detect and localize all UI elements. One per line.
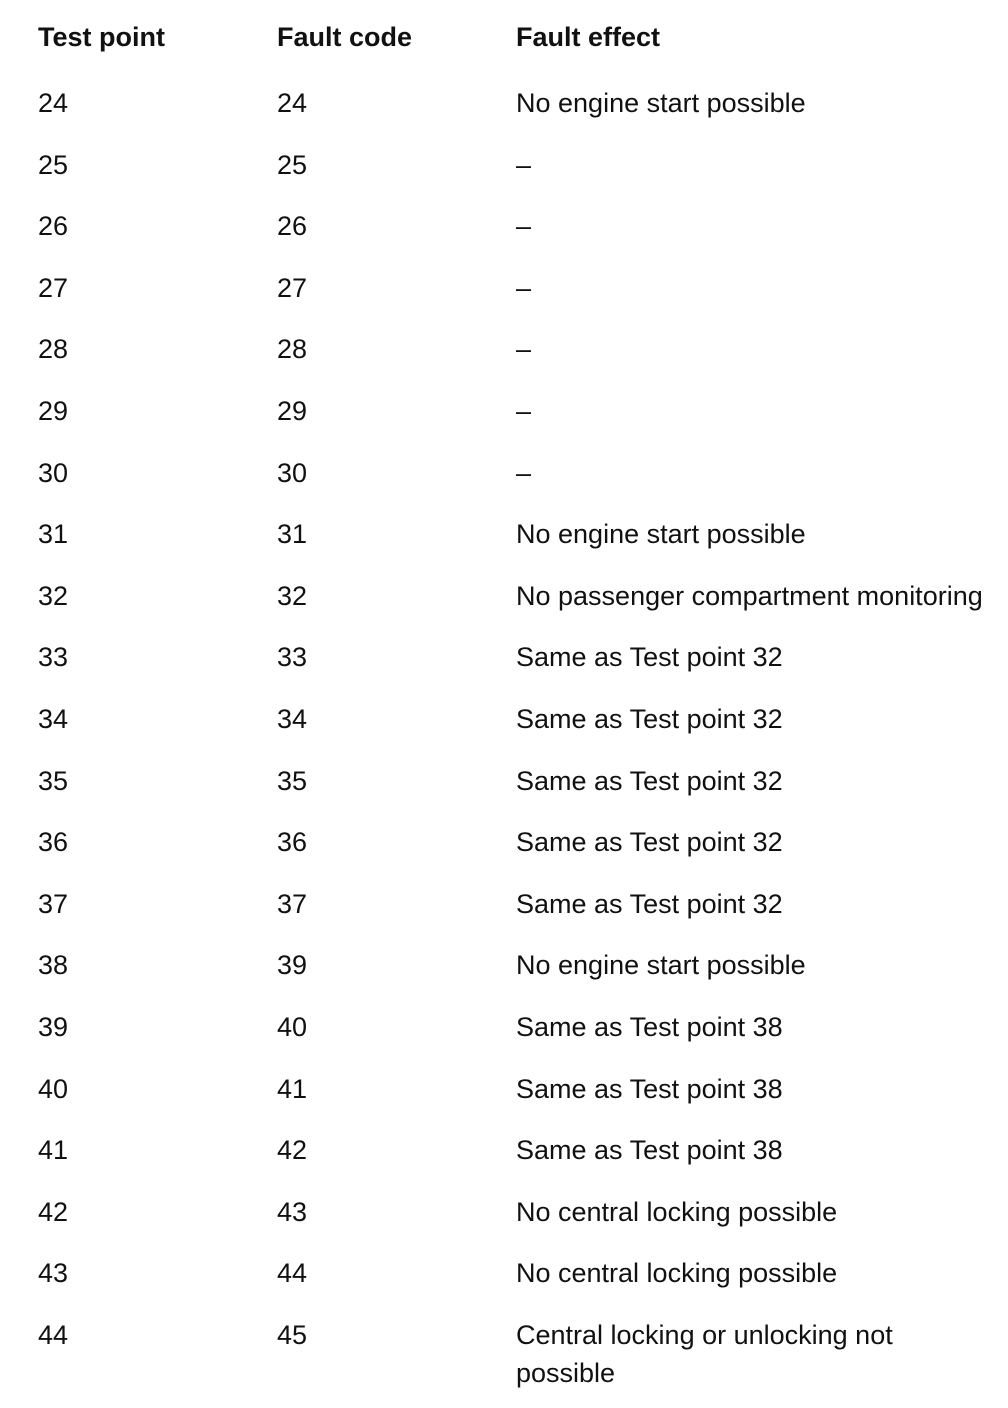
cell-test-point: 30 [38,457,69,488]
cell-test-point: 35 [38,765,69,796]
cell-fault-effect: No engine start possible [516,88,806,118]
cell-fault-code: 33 [277,642,308,673]
cell-test-point: 34 [38,703,69,734]
table-row [0,330,1008,392]
table-row [0,1008,1008,1070]
cell-test-point: 24 [38,88,69,118]
cell-fault-code: 44 [277,1258,308,1289]
cell-fault-code: 42 [277,1135,308,1166]
cell-fault-code: 26 [277,211,308,242]
cell-fault-code: 24 [277,88,308,118]
cell-test-point: 36 [38,827,69,858]
header-test-point: Test point [38,22,165,52]
table-row [0,392,1008,454]
cell-fault-effect: Same as Test point 32 [516,827,783,858]
cell-test-point: 28 [38,334,69,365]
table-row [0,1316,1008,1396]
cell-fault-effect: Same as Test point 38 [516,1011,783,1042]
table-row [0,946,1008,1008]
table-row [0,1193,1008,1255]
cell-fault-effect: – [516,211,532,242]
cell-fault-effect: Same as Test point 38 [516,1073,783,1104]
table-row [0,454,1008,516]
cell-test-point: 44 [38,1319,69,1350]
cell-fault-code: 43 [277,1196,308,1227]
table-row [0,823,1008,885]
cell-fault-code: 41 [277,1073,308,1104]
cell-fault-code: 37 [277,888,308,919]
table-row [0,1070,1008,1132]
cell-fault-effect: No engine start possible [516,519,806,550]
cell-fault-effect: – [516,395,532,426]
cell-fault-code: 34 [277,703,308,734]
cell-fault-effect: No engine start possible [516,950,806,981]
table-row [0,146,1008,208]
cell-fault-effect: No central locking possible [516,1258,838,1289]
cell-fault-code: 31 [277,519,308,550]
table-row [0,1254,1008,1316]
cell-test-point: 25 [38,149,69,180]
cell-fault-code: 40 [277,1011,308,1042]
cell-test-point: 38 [38,950,69,981]
cell-fault-code: 29 [277,395,308,426]
cell-fault-effect: – [516,457,532,488]
cell-fault-effect: Same as Test point 32 [516,703,783,734]
cell-fault-code: 35 [277,765,308,796]
table-body [0,84,1008,1396]
cell-fault-code: 30 [277,457,308,488]
cell-test-point: 32 [38,580,69,611]
table-row [0,700,1008,762]
cell-fault-code: 32 [277,580,308,611]
header-fault-effect: Fault effect [516,22,661,52]
cell-test-point: 42 [38,1196,69,1227]
cell-fault-code: 25 [277,149,308,180]
cell-fault-code: 45 [277,1319,308,1350]
cell-fault-effect: Same as Test point 38 [516,1135,783,1166]
header-fault-code: Fault code [277,22,413,52]
cell-test-point: 43 [38,1258,69,1289]
cell-fault-code: 39 [277,950,308,981]
cell-fault-effect: No passenger compartment monitoring [516,580,983,611]
cell-test-point: 37 [38,888,69,919]
cell-fault-effect: – [516,272,532,303]
table-row [0,638,1008,700]
cell-test-point: 26 [38,211,69,242]
cell-test-point: 41 [38,1135,69,1166]
cell-fault-effect: – [516,334,532,365]
cell-test-point: 31 [38,519,69,550]
cell-fault-effect: No central locking possible [516,1196,838,1227]
table-row [0,84,1008,146]
cell-test-point: 40 [38,1073,69,1104]
cell-fault-effect: Central locking or unlocking not possible [516,1319,893,1388]
table-row [0,577,1008,639]
table-row [0,269,1008,331]
cell-fault-effect: Same as Test point 32 [516,765,783,796]
cell-fault-effect: Same as Test point 32 [516,888,783,919]
table-row [0,515,1008,577]
cell-fault-code: 36 [277,827,308,858]
cell-fault-effect: Same as Test point 32 [516,642,783,673]
table-row [0,762,1008,824]
cell-test-point: 27 [38,272,69,303]
table-header [0,22,1008,66]
cell-fault-effect: – [516,149,532,180]
table-row [0,207,1008,269]
cell-test-point: 33 [38,642,69,673]
cell-test-point: 29 [38,395,69,426]
table-row [0,885,1008,947]
table-row [0,1131,1008,1193]
cell-fault-code: 27 [277,272,308,303]
cell-fault-code: 28 [277,334,308,365]
cell-test-point: 39 [38,1011,69,1042]
